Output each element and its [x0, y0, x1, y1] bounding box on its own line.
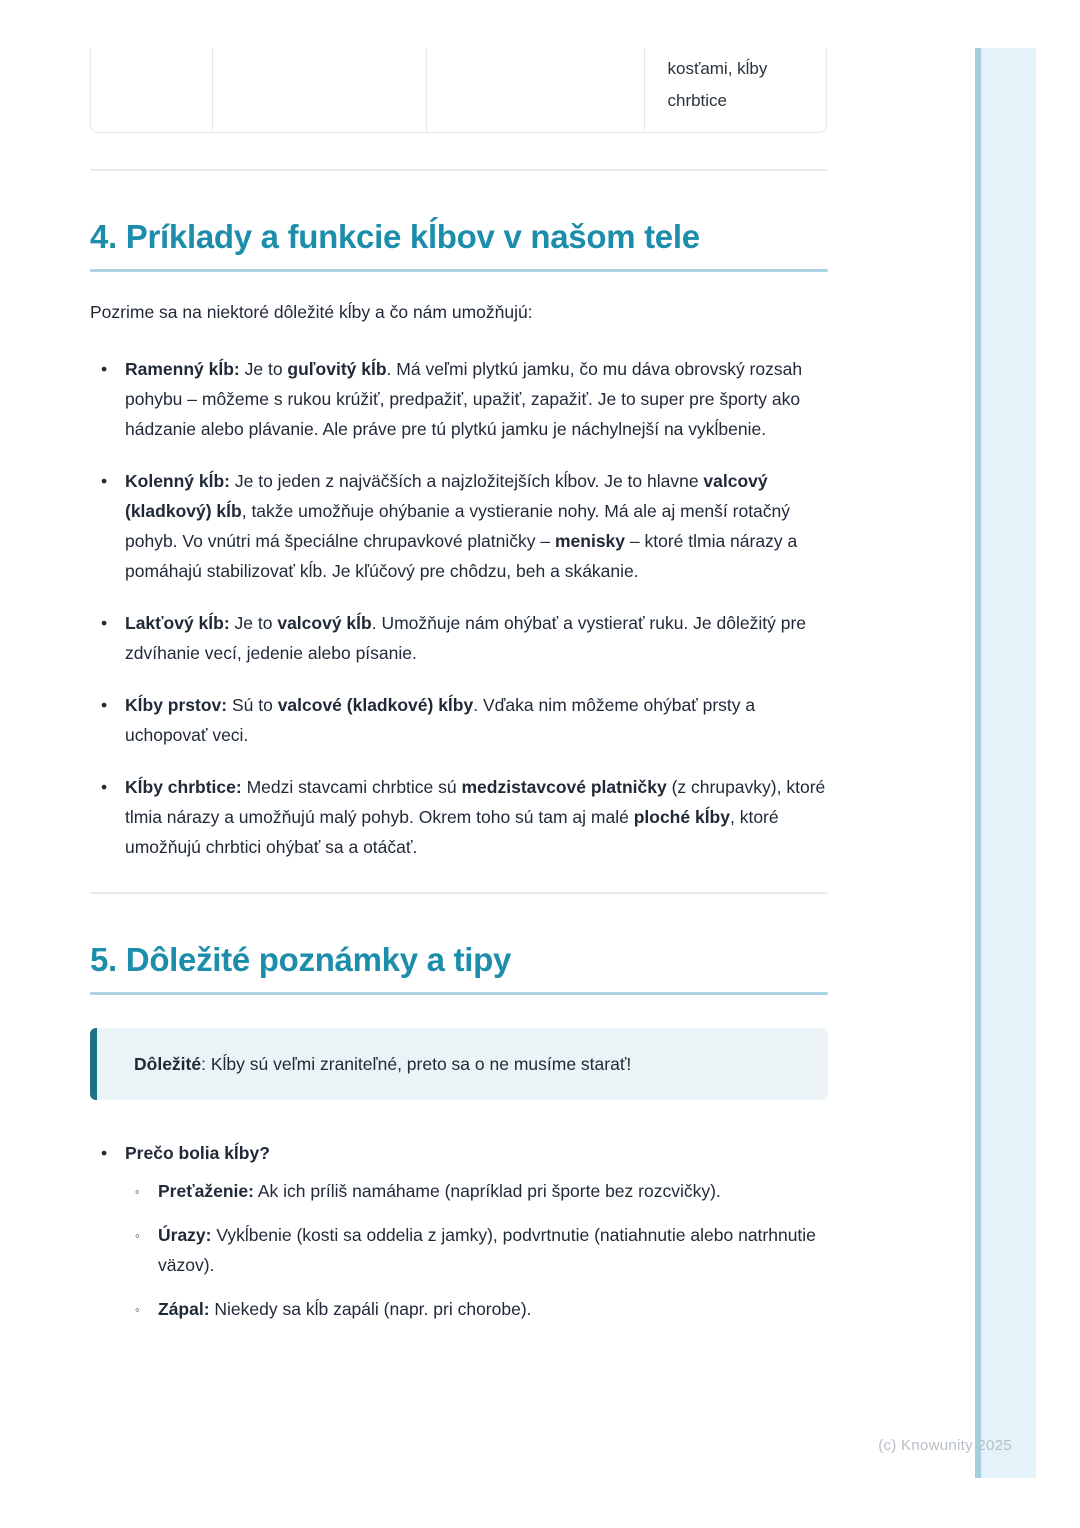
list-item-text: Kolenný kĺb: Je to jeden z najväčších a najzložitejších kĺbov. Je to hlavne valcový (kladkový) kĺb, takže umožňuje ohýbanie a vystieranie nohy. Má ale aj menší rotačný pohyb. Vo vnútri má špeciálne chrupavkové platničky – menisky – ktoré tlmia nárazy a pomáhajú stabilizovať kĺb. Je kľúčový pre chôdzu, beh a skákanie.: [125, 471, 798, 581]
joints-list: [90, 354, 828, 862]
sub-item-injuries: [125, 1220, 828, 1280]
callout-text: Dôležité: Kĺby sú veľmi zraniteľné, preto sa o ne musíme starať!: [134, 1054, 632, 1074]
bullet-icon: •: [101, 359, 108, 379]
table-cell-2: [213, 48, 427, 132]
heading-underline: [90, 269, 828, 272]
bullet-icon: •: [101, 613, 108, 633]
sub-item-text: Úrazy: Vykĺbenie (kosti sa oddelia z jamky), podvrtnutie (natiahnutie alebo natrhnutie väzov).: [158, 1225, 816, 1275]
list-item-shoulder-joint: [90, 354, 828, 444]
page-side-accent-strip: [975, 48, 1036, 1478]
section-divider: [90, 169, 828, 171]
bullet-icon: •: [101, 695, 108, 715]
section-4-intro: Pozrime sa na niektoré dôležité kĺby a čo nám umožňujú:: [90, 302, 533, 322]
bullet-icon: •: [101, 777, 108, 797]
section-divider: [90, 892, 828, 894]
bullet-icon: •: [101, 1143, 108, 1163]
list-item-spine-joints: [90, 772, 828, 862]
circle-bullet-icon: ◦: [135, 1302, 140, 1317]
list-item-text: Kĺby prstov: Sú to valcové (kladkové) kĺby. Vďaka nim môžeme ohýbať prsty a uchopovať veci.: [125, 695, 756, 745]
bullet-icon: •: [101, 471, 108, 491]
list-item-knee-joint: [90, 466, 828, 586]
pain-causes-list: [125, 1176, 828, 1324]
circle-bullet-icon: ◦: [135, 1184, 140, 1199]
section-4-heading: 4. Príklady a funkcie kĺbov v našom tele: [90, 218, 700, 255]
table-cell-1: [91, 48, 213, 132]
table-cell-3: [427, 48, 645, 132]
sub-item-text: Zápal: Niekedy sa kĺb zapáli (napr. pri chorobe).: [158, 1299, 532, 1319]
list-item-text: Ramenný kĺb: Je to guľovitý kĺb. Má veľmi plytkú jamku, čo mu dáva obrovský rozsah pohybu – môžeme s rukou krúžiť, predpažiť, upažiť, zapažiť. Je to super pre športy ako hádzanie alebo plávanie. Ale práve pre tú plytkú jamku je náchylnejší na vykĺbenie.: [125, 359, 803, 439]
list-item-text: Kĺby chrbtice: Medzi stavcami chrbtice sú medzistavcové platničky (z chrupavky), ktoré tlmia nárazy a umožňujú malý pohyb. Okrem toho sú tam aj malé ploché kĺby, ktoré umožňujú chrbtici ohýbať sa a otáčať.: [125, 777, 826, 857]
table-cell-4: kosťami, kĺby chrbtice: [667, 59, 768, 110]
heading-underline: [90, 992, 828, 995]
section-5-heading: 5. Dôležité poznámky a tipy: [90, 941, 512, 978]
notes-table-fragment: [90, 48, 827, 133]
important-callout: [90, 1028, 828, 1100]
list-item-elbow-joint: [90, 608, 828, 668]
sub-item-overload: [125, 1176, 828, 1206]
copyright-note: (c) Knowunity 2025: [878, 1437, 1012, 1454]
circle-bullet-icon: ◦: [135, 1228, 140, 1243]
document-content: [90, 0, 828, 1324]
list-item-finger-joints: [90, 690, 828, 750]
sub-item-text: Preťaženie: Ak ich príliš namáhame (napríklad pri športe bez rozcvičky).: [158, 1181, 721, 1201]
list-item-why-joints-hurt: [90, 1138, 828, 1324]
list-item-text: Lakťový kĺb: Je to valcový kĺb. Umožňuje nám ohýbať a vystierať ruku. Je dôležitý pre zdvíhanie vecí, jedenie alebo písanie.: [125, 613, 807, 663]
sub-item-inflammation: [125, 1294, 828, 1324]
tips-list: [90, 1138, 828, 1324]
list-item-question: Prečo bolia kĺby?: [125, 1143, 270, 1163]
